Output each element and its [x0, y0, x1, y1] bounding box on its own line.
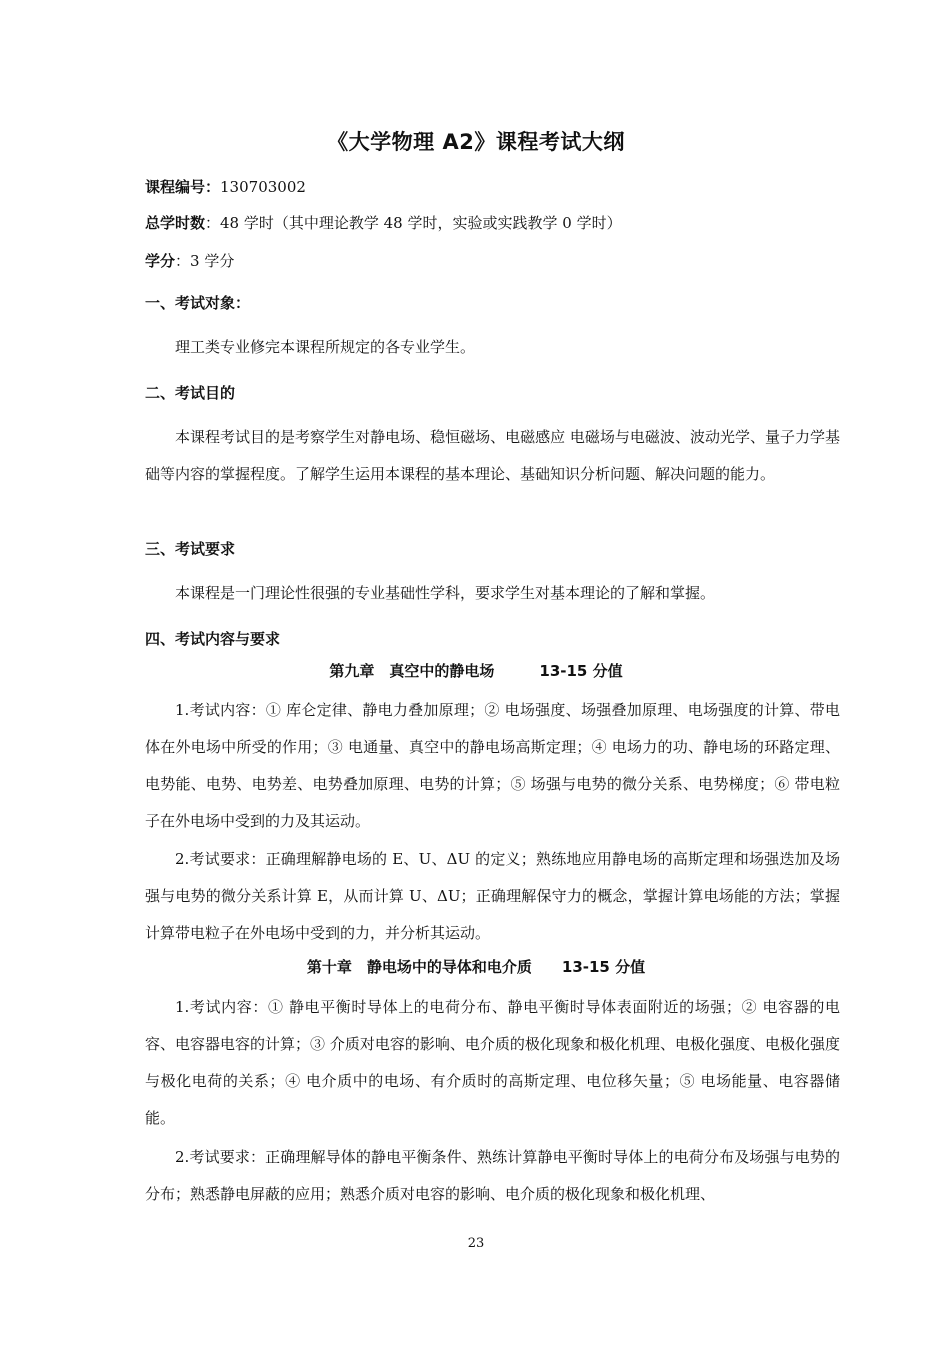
section-3-text: 本课程是一门理论性很强的专业基础性学科，要求学生对基本理论的了解和掌握。	[175, 584, 716, 602]
section-1-text: 理工类专业修完本课程所规定的各专业学生。	[175, 338, 476, 356]
chapter-10-requirement: 2.考试要求：正确理解导体的静电平衡条件、熟练计算静电平衡时导体上的电荷分布及场强与电势的分布；熟悉静电屏蔽的应用；熟悉介质对电容的影响、电介质的极化现象和极化机理、	[145, 1148, 840, 1203]
chapter-9-heading: 第九章 真空中的静电场 13-15 分值	[329, 662, 623, 680]
total-hours-value: ：48 学时（其中理论教学 48 学时，实验或实践教学 0 学时）	[205, 214, 622, 232]
course-code-line	[145, 176, 306, 197]
credit-label: 学分	[145, 252, 176, 270]
section-2-heading: 二、考试目的	[145, 384, 236, 402]
chapter-9-requirement: 2.考试要求：正确理解静电场的 E、U、ΔU 的定义；熟练地应用静电场的高斯定理和场强迭加及场强与电势的微分关系计算 E，从而计算 U、ΔU；正确理解保守力的概念，掌握计算电场能的方法；掌握计算带电粒子在外电场中受到的力，并分析其运动。	[145, 850, 840, 942]
page-number: 23	[467, 1236, 485, 1251]
chapter-10-content: 1.考试内容：① 静电平衡时导体上的电荷分布、静电平衡时导体表面附近的场强；② 电容器的电容、电容器电容的计算；③ 介质对电容的影响、电介质的极化现象和极化机理、电极化强度、电极化强度与极化电荷的关系；④ 电介质中的电场、有介质时的高斯定理、电位移矢量；⑤ 电场能量、电容器储能。	[145, 998, 840, 1127]
credit-value: ：3 学分	[175, 252, 235, 270]
document-title: 《大学物理 A2》课程考试大纲	[327, 130, 625, 154]
total-hours-line	[145, 212, 622, 233]
credit-line	[145, 250, 234, 271]
section-1-heading: 一、考试对象：	[145, 294, 251, 312]
chapter-9-content: 1.考试内容：① 库仑定律、静电力叠加原理；② 电场强度、场强叠加原理、电场强度的计算、带电体在外电场中所受的作用；③ 电通量、真空中的静电场高斯定理；④ 电场力的功、静电场的环路定理、电势能、电势、电势差、电势叠加原理、电势的计算；⑤ 场强与电势的微分关系、电势梯度；⑥ 带电粒子在外电场中受到的力及其运动。	[145, 701, 840, 830]
section-2-text: 本课程考试目的是考察学生对静电场、稳恒磁场、电磁感应 电磁场与电磁波、波动光学、量子力学基础等内容的掌握程度。了解学生运用本课程的基本理论、基础知识分析问题、解决问题的能力。	[145, 428, 840, 483]
course-code-value: 130703002	[220, 178, 306, 196]
section-4-heading: 四、考试内容与要求	[145, 630, 281, 648]
chapter-10-heading: 第十章 静电场中的导体和电介质 13-15 分值	[306, 958, 646, 976]
section-3-heading: 三、考试要求	[145, 540, 236, 558]
total-hours-label: 总学时数	[145, 214, 206, 232]
course-code-label: 课程编号：	[145, 178, 221, 196]
